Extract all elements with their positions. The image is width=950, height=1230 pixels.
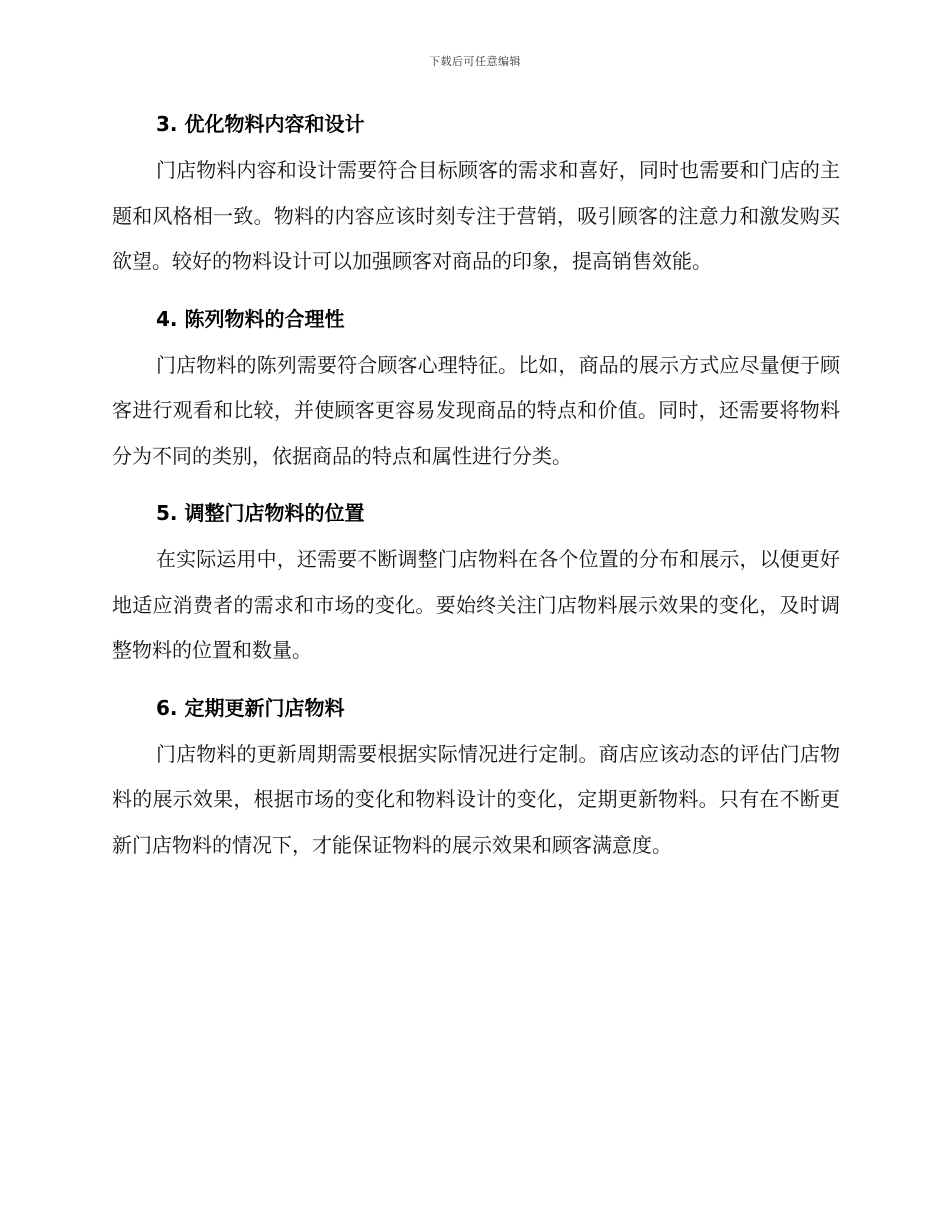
document-body bbox=[112, 110, 840, 888]
section-6 bbox=[112, 694, 840, 869]
section-heading: 5. 调整门店物料的位置 bbox=[156, 501, 365, 525]
section-3 bbox=[112, 110, 840, 285]
section-heading: 4. 陈列物料的合理性 bbox=[156, 306, 345, 331]
section-4 bbox=[112, 305, 840, 480]
section-heading: 3. 优化物料内容和设计 bbox=[156, 112, 365, 136]
section-heading: 6. 定期更新门店物料 bbox=[156, 695, 345, 720]
section-5 bbox=[112, 499, 840, 674]
section-paragraph: 门店物料的更新周期需要根据实际情况进行定制。商店应该动态的评估门店物料的展示效果，根据市场的变化和物料设计的变化，定期更新物料。只有在不断更新门店物料的情况下，才能保证物料的展示效果和顾客满意度。 bbox=[112, 741, 840, 857]
section-paragraph: 在实际运用中，还需要不断调整门店物料在各个位置的分布和展示，以便更好地适应消费者的需求和市场的变化。要始终关注门店物料展示效果的变化，及时调整物料的位置和数量。 bbox=[112, 547, 840, 662]
section-paragraph: 门店物料内容和设计需要符合目标顾客的需求和喜好，同时也需要和门店的主题和风格相一致。物料的内容应该时刻专注于营销，吸引顾客的注意力和激发购买欲望。较好的物料设计可以加强顾客对商品的印象，提高销售效能。 bbox=[112, 158, 840, 273]
section-paragraph: 门店物料的陈列需要符合顾客心理特征。比如，商品的展示方式应尽量便于顾客进行观看和比较，并使顾客更容易发现商品的特点和价值。同时，还需要将物料分为不同的类别，依据商品的特点和属性进行分类。 bbox=[112, 352, 840, 468]
page-header: 下载后可任意编辑 bbox=[429, 55, 521, 68]
